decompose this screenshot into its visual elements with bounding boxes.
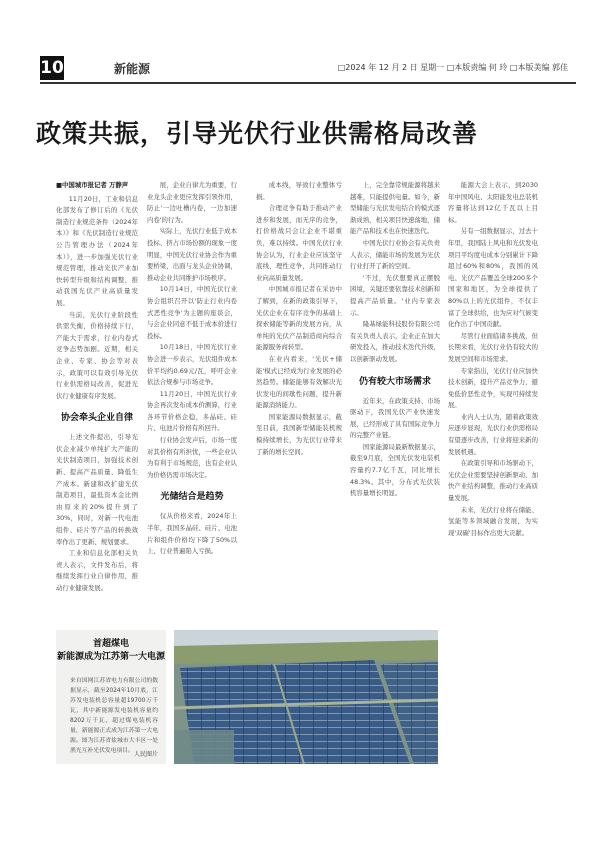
- paragraph: 隆基绿能科技股份有限公司有关负责人表示，企业正在加大研发投入，推动技术迭代升级，以创新驱动发展。: [350, 320, 440, 363]
- paragraph: 实际上，光伏行业低于成本投标、挤占市场份额的现象一度明显，中国光伏行业协会作为重要桥梁，出面与龙头企业协调，推动企业共同维护市场秩序。: [147, 227, 237, 282]
- section-title: 新能源: [114, 62, 151, 76]
- paragraph: 未来，光伏行业将在储能、氢能等多领域融合发展，为实现'双碳'目标作出更大贡献。: [448, 505, 538, 537]
- paragraph: 展，企业自律尤为重要，行业龙头企业更应发挥引领作用，防止'一边吐槽内卷，一边加速内卷'的行为。: [147, 181, 237, 224]
- paragraph: 尽管行业面临诸多挑战，但长期来看，光伏行业仍有较大的发展空间和市场需求。: [448, 331, 538, 363]
- paragraph: 行业协会发声后，市场一度对其价格有所担忧，一些企业认为有利于市场规范，也有企业认为价格仍需市场决定。: [147, 436, 237, 479]
- paragraph: 另有一组数据显示，过去十年里，我国陆上风电和光伏发电项目平均度电成本分别累计下降超过60%和80%，我国的风电、光伏产品覆盖全球200多个国家和地区，为全球提供了80%以上的光伏组件，不仅丰富了全球供给，也为应对气候变化作出了中国贡献。: [448, 227, 538, 329]
- issue-meta: □2024 年 12 月 2 日 星期一 □本版责编 何 玲 □本版美编 郭佳: [337, 63, 568, 72]
- paragraph: 合理竞争有助于推动产业进步和发展，而无序的竞争，打价格战只会让企业不堪重负，难以持续。中国光伏行业协会认为，行业企业应该坚守底线，理性竞争，共同推动行业向高质量发展。: [256, 204, 342, 282]
- paragraph: 中国城市报记者在采访中了解到，在新的政策引导下，光伏企业在有序竞争的基础上探索储能等新的发展方向，从单纯的光伏产品制造商向综合能源服务商转型。: [256, 285, 342, 352]
- paragraph: 能源大会上表示，到2030年中国风电、太阳能发电总装机容量将达到12亿千瓦以上目标。: [448, 181, 538, 224]
- page-number: 10: [40, 58, 64, 78]
- pond: [174, 730, 234, 764]
- paragraph: 10月18日，中国光伏行业协会进一步表示，光伏组件成本价平均约0.69元/瓦，呼吁企业依法合规参与市场竞争。: [147, 343, 237, 387]
- paragraph: 上述文件提出，引导光伏企业减少单纯扩大产能的光伏制造项目，加强技术创新、提高产品质量、降低生产成本。新建和改扩建光伏制造项目，最低资本金比例由原来的20%提升到了30%，同时，对新一代电池组件、硅片等产品的转换效率作出了更新、规划要求。: [56, 433, 138, 546]
- photo-title-line-1: 首超煤电: [92, 639, 129, 649]
- solar-farm-illustration: [174, 630, 438, 764]
- subheading: 协会牵头企业自律: [60, 413, 133, 424]
- subheading: 光储结合是趋势: [160, 492, 224, 503]
- article-column-1: [56, 180, 138, 600]
- photo-caption: 来自国网江苏省电力有限公司的数据显示，截至2024年10月底，江苏发电装机总容量超19700万千瓦，其中新能源发电装机容量约8202万千瓦，超过煤电装机容量，新能源正式成为江苏第一大电源。图为江苏省盐城市大丰区一处渔光互补光伏发电项目。: [70, 678, 158, 754]
- paragraph: 在政策引导和市场驱动下，光伏企业需要坚持创新驱动，加快产业结构调整，推动行业高质量发展。: [448, 459, 538, 503]
- photo-title-line-2: 新能源成为江苏第一大电源: [56, 652, 165, 662]
- article-column-4: [350, 180, 440, 600]
- paragraph: 11月20日，中国光伏行业协会再次发布成本价测算，行业各环节价格企稳，多晶硅、硅片、电池片价格有所回升。: [147, 389, 237, 433]
- photo-box: [56, 630, 438, 764]
- paragraph: 国家能源局数据显示，截至目前，我国新型储能装机规模持续增长，为光伏行业带来了新的增长空间。: [256, 412, 342, 456]
- article-column-5: [448, 180, 538, 850]
- paragraph: 工业和信息化部相关负责人表示，文件发布后，将继续发挥行业自律作用，推动行业健康发展。: [56, 549, 138, 592]
- article-column-2: [147, 180, 237, 600]
- article-column-3: [256, 180, 342, 600]
- paragraph: 近年来，在政策支持、市场驱动下，我国光伏产业快速发展，已经形成了具有国际竞争力的完整产业链。: [350, 396, 440, 440]
- byline: ■中国城市报记者 万静声: [56, 181, 129, 189]
- paragraph: 10月14日，中国光伏行业协会组织召开以'防止行业内卷式恶性竞争'为主题的座谈会，与会企业同意不低于成本价进行投标。: [147, 285, 237, 340]
- paragraph: 成本线，导致行业整体亏损。: [256, 181, 342, 201]
- paragraph: 业内人士认为，随着政策效应逐步显现，光伏行业供需格局有望逐步改善，行业将迎来新的发展机遇。: [448, 412, 538, 456]
- photo-credit: 人民图片: [133, 751, 158, 758]
- photo-title: [56, 638, 166, 664]
- subheading: 仍有较大市场需求: [358, 376, 431, 387]
- paragraph: 国家能源局最新数据显示，截至9月底，全国光伏发电装机容量约7.7亿千瓦，同比增长48.3%。其中，分布式光伏装机容量增长明显。: [350, 442, 440, 498]
- paragraph: 11月20日，工业和信息化部发布了修订后的《光伏制造行业规范条件（2024年本）》和《光伏制造行业规范公告管理办法（2024年本）》，进一步加强光伏行业规范管理，推动光伏产业加快转型升级和结构调整，推动我国光伏产业高质量发展。: [56, 194, 138, 307]
- paragraph: '不过，光伏想要真正摆脱困境，关键还要依靠技术创新和提高产品质量。'业内专家表示。: [350, 273, 440, 317]
- headline: 政策共振，引导光伏行业供需格局改善: [36, 119, 479, 148]
- paragraph: 在业内看来，'光伏+储能'模式已经成为行业发展的必然趋势。储能能够有效解决光伏发电的间歇性问题，提升新能源消纳能力。: [256, 354, 342, 410]
- paragraph: 仅从价格来看，2024年上半年，我国多晶硅、硅片、电池片和组件价格均下降了50%以上，行业普遍陷入亏损。: [147, 512, 237, 556]
- paragraph: 中国光伏行业协会有关负责人表示，储能市场的发展为光伏行业打开了新的空间。: [350, 238, 440, 271]
- paragraph: 专家指出，光伏行业应加快技术创新，提升产品竞争力，避免低价恶性竞争，实现可持续发展。: [448, 366, 538, 410]
- paragraph: 上，完全靠常规能源将越来越难，只能提供电量。如今，新型储能与光伏发电结合的模式逐渐成熟，相关项目快速落地，储能产品和技术也在快速迭代。: [350, 181, 440, 236]
- solar-farm-photo: [174, 630, 438, 764]
- paragraph: 当前，光伏行业阶段性供需失衡，价格持续下行，产能大于需求，行业内卷式竞争态势加剧。近期，相关企业、专家、协会等对表示，政策可以有效引导光伏行业供需格局改善，促进光伏行业健康有序发展。: [56, 310, 138, 400]
- photo-caption-panel: [56, 630, 166, 764]
- page-header: [40, 54, 576, 84]
